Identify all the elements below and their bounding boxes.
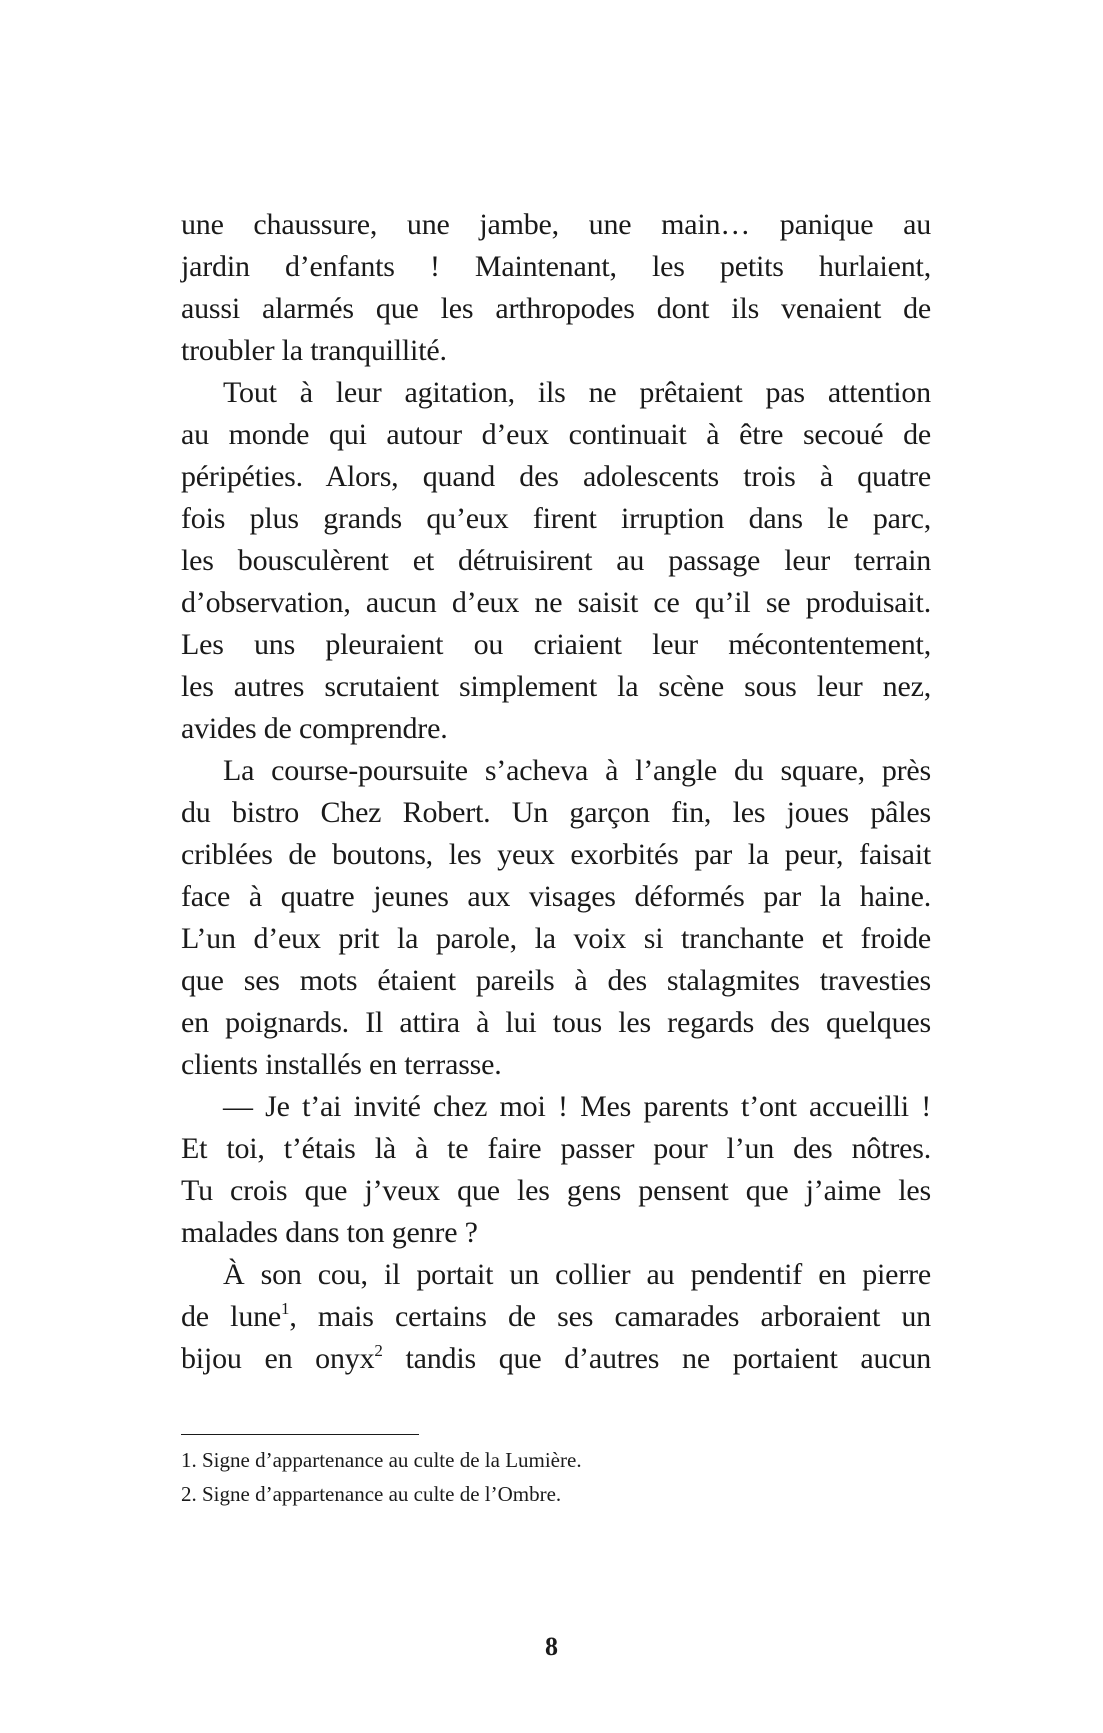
- text-line: Les uns pleuraient ou criaient leur mécontentement,: [181, 628, 931, 661]
- text-line: aussi alarmés que les arthropodes dont ils venaient de: [181, 292, 931, 325]
- text-fragment: de lune: [181, 1300, 282, 1333]
- text-line: d’observation, aucun d’eux ne saisit ce qu’il se produisait.: [181, 586, 931, 619]
- footnote-1: 1. Signe d’appartenance au culte de la Lumière.: [181, 1448, 582, 1472]
- text-line: les bousculèrent et détruisirent au passage leur terrain: [181, 544, 931, 577]
- text-line: Tout à leur agitation, ils ne prêtaient pas attention: [223, 376, 931, 409]
- text-fragment: bijou en onyx: [181, 1342, 375, 1375]
- text-line: du bistro Chez Robert. Un garçon fin, les joues pâles: [181, 796, 931, 829]
- text-line: avides de comprendre.: [181, 712, 448, 745]
- text-line: au monde qui autour d’eux continuait à être secoué de: [181, 418, 931, 451]
- text-line: jardin d’enfants ! Maintenant, les petits hurlaient,: [181, 250, 931, 283]
- text-line: La course-poursuite s’acheva à l’angle du square, près: [223, 754, 931, 787]
- text-line: L’un d’eux prit la parole, la voix si tranchante et froide: [181, 922, 931, 955]
- text-line: [181, 1296, 931, 1338]
- text-line: [181, 1338, 931, 1380]
- text-line: une chaussure, une jambe, une main… panique au: [181, 208, 931, 241]
- text-line: — Je t’ai invité chez moi ! Mes parents t’ont accueilli !: [223, 1090, 931, 1123]
- text-line: criblées de boutons, les yeux exorbités par la peur, faisait: [181, 838, 931, 871]
- text-line: troubler la tranquillité.: [181, 334, 447, 367]
- footnote-ref-2: 2: [374, 1341, 383, 1360]
- text-line: les autres scrutaient simplement la scène sous leur nez,: [181, 670, 931, 703]
- text-line: Et toi, t’étais là à te faire passer pour l’un des nôtres.: [181, 1132, 931, 1165]
- footnote-separator: [181, 1434, 419, 1435]
- text-line: clients installés en terrasse.: [181, 1048, 502, 1081]
- text-line: malades dans ton genre ?: [181, 1216, 478, 1249]
- text-line: péripéties. Alors, quand des adolescents trois à quatre: [181, 460, 931, 493]
- text-line: que ses mots étaient pareils à des stalagmites travesties: [181, 964, 931, 997]
- text-line: en poignards. Il attira à lui tous les regards des quelques: [181, 1006, 931, 1039]
- footnotes: [181, 1443, 931, 1511]
- footnote-ref-1: 1: [281, 1299, 290, 1318]
- text-line: À son cou, il portait un collier au pendentif en pierre: [223, 1258, 931, 1291]
- page-number: 8: [545, 1632, 558, 1661]
- text-line: face à quatre jeunes aux visages déformés par la haine.: [181, 880, 931, 913]
- body-text: [181, 204, 931, 1380]
- text-fragment: , mais certains de ses camarades arboraient un: [289, 1300, 931, 1333]
- text-line: Tu crois que j’veux que les gens pensent que j’aime les: [181, 1174, 931, 1207]
- text-line: fois plus grands qu’eux firent irruption dans le parc,: [181, 502, 931, 535]
- text-fragment: tandis que d’autres ne portaient aucun: [382, 1342, 931, 1375]
- footnote-2: 2. Signe d’appartenance au culte de l’Ombre.: [181, 1482, 562, 1506]
